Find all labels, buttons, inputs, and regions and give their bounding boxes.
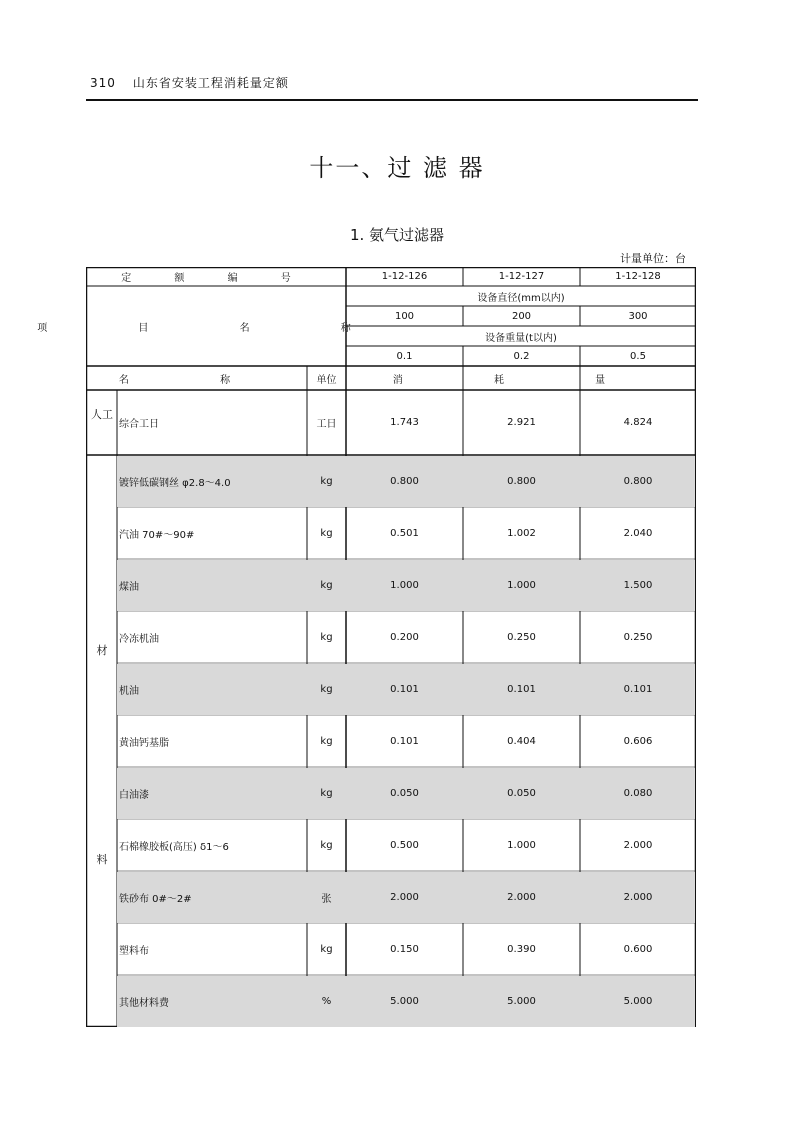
material-unit: kg — [320, 943, 333, 955]
subsection-title: 1. 氨气过滤器 — [349, 226, 445, 244]
unit-col-label: 单位 — [316, 374, 337, 386]
material-value: 0.101 — [507, 683, 536, 695]
material-value: 0.050 — [390, 787, 419, 799]
material-group-label-top: 材 — [96, 644, 108, 657]
diameter-label: 设备直径(mm以内) — [477, 292, 565, 304]
material-value: 0.501 — [390, 527, 419, 539]
material-unit: 张 — [321, 893, 332, 905]
weight-value: 0.2 — [513, 350, 530, 362]
material-name: 其他材料费 — [119, 997, 169, 1009]
item-label: 项 目 名 称 — [37, 322, 395, 334]
material-value: 0.200 — [390, 631, 419, 643]
material-value: 1.002 — [507, 527, 536, 539]
labor-unit: 工日 — [316, 419, 337, 430]
material-value: 5.000 — [623, 995, 653, 1007]
material-name: 白油漆 — [119, 789, 149, 801]
material-name: 铁砂布 0#～2# — [119, 893, 192, 905]
material-unit: kg — [320, 683, 333, 695]
material-unit: kg — [320, 527, 333, 539]
material-value: 2.040 — [623, 527, 653, 539]
labor-value: 2.921 — [507, 417, 536, 428]
material-value: 0.600 — [623, 943, 653, 955]
weight-value: 0.1 — [396, 350, 413, 362]
material-value: 1.000 — [390, 579, 419, 591]
material-unit: % — [321, 995, 332, 1007]
material-value: 0.800 — [623, 475, 653, 487]
labor-value: 4.824 — [623, 417, 653, 428]
material-value: 5.000 — [390, 995, 419, 1007]
header-rule — [86, 99, 698, 101]
quota-code: 1-12-128 — [615, 271, 661, 282]
material-name: 汽油 70#～90# — [119, 529, 195, 541]
material-value: 0.500 — [390, 839, 419, 851]
material-value: 0.101 — [390, 735, 419, 747]
material-value: 1.000 — [507, 579, 536, 591]
material-value: 0.800 — [507, 475, 536, 487]
quota-label: 定 额 编 号 — [121, 273, 311, 284]
material-value: 0.404 — [507, 735, 536, 747]
material-value: 1.000 — [507, 839, 536, 851]
quota-code: 1-12-126 — [381, 271, 428, 282]
material-value: 0.050 — [507, 787, 536, 799]
weight-value: 0.5 — [630, 350, 646, 362]
material-value: 0.390 — [507, 943, 536, 955]
material-name: 煤油 — [119, 581, 139, 593]
consumption-label: 消 耗 量 — [392, 374, 650, 386]
material-value: 2.000 — [623, 891, 653, 903]
material-unit: kg — [320, 475, 333, 487]
name-col-label: 名 称 — [118, 374, 275, 386]
diameter-value: 300 — [628, 310, 648, 322]
material-unit: kg — [320, 839, 333, 851]
section-title: 十一、过 滤 器 — [309, 154, 485, 182]
material-value: 0.250 — [507, 631, 536, 643]
material-name: 镀锌低碳钢丝 φ2.8～4.0 — [119, 477, 231, 489]
unit-label: 计量单位：台 — [620, 252, 686, 265]
material-value: 0.101 — [623, 683, 653, 695]
labor-name: 综合工日 — [119, 419, 159, 430]
labor-value: 1.743 — [390, 417, 419, 428]
material-value: 0.080 — [623, 787, 653, 799]
material-value: 0.800 — [390, 475, 419, 487]
material-unit: kg — [320, 631, 333, 643]
material-value: 0.150 — [390, 943, 419, 955]
material-group-label-bottom: 料 — [96, 853, 108, 866]
material-value: 5.000 — [507, 995, 536, 1007]
material-unit: kg — [320, 579, 333, 591]
material-value: 0.250 — [623, 631, 653, 643]
quota-code: 1-12-127 — [498, 271, 545, 282]
running-header — [90, 74, 289, 91]
diameter-value: 100 — [394, 310, 415, 322]
page-number: 310 — [90, 76, 116, 90]
material-unit: kg — [320, 787, 333, 799]
material-value: 2.000 — [390, 891, 419, 903]
material-value: 1.500 — [623, 579, 653, 591]
material-value: 2.000 — [623, 839, 653, 851]
material-name: 塑料布 — [119, 945, 149, 957]
material-value: 0.606 — [623, 735, 653, 747]
material-value: 2.000 — [507, 891, 536, 903]
book-title: 山东省安装工程消耗量定额 — [132, 76, 289, 90]
quota-table — [37, 267, 696, 1027]
material-name: 黄油钙基脂 — [119, 737, 169, 749]
material-name: 机油 — [119, 685, 139, 697]
weight-label: 设备重量(t以内) — [485, 332, 557, 344]
material-name: 石棉橡胶板(高压) δ1～6 — [119, 841, 229, 853]
diameter-value: 200 — [511, 310, 532, 322]
material-name: 冷冻机油 — [119, 633, 159, 645]
material-unit: kg — [320, 735, 333, 747]
material-value: 0.101 — [390, 683, 419, 695]
labor-group-label: 人工 — [91, 408, 113, 421]
